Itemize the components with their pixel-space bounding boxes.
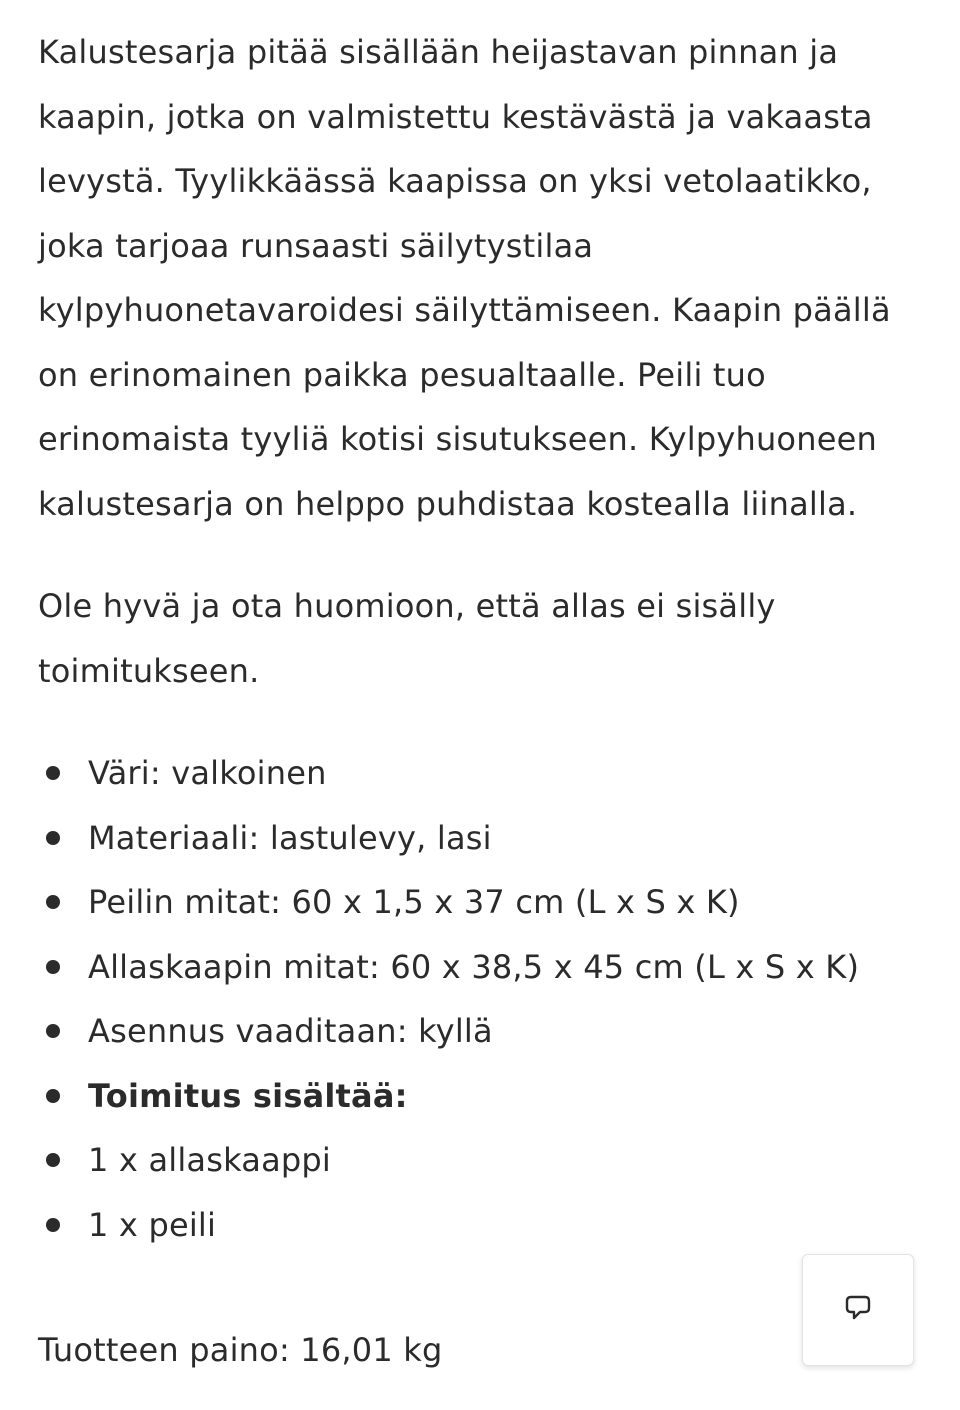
- bullet-icon: [46, 960, 60, 974]
- bullet-icon: [46, 766, 60, 780]
- bullet-icon: [46, 1218, 60, 1232]
- spec-item-mirror-dimensions: Peilin mitat: 60 x 1,5 x 37 cm (L x S x K): [38, 870, 928, 935]
- spec-item-delivery-includes: Toimitus sisältää:: [38, 1064, 928, 1129]
- bullet-icon: [46, 1153, 60, 1167]
- product-description: [38, 20, 928, 1257]
- spec-item-assembly: Asennus vaaditaan: kyllä: [38, 999, 928, 1064]
- bullet-icon: [46, 895, 60, 909]
- spec-item-cabinet-dimensions: Allaskaapin mitat: 60 x 38,5 x 45 cm (L x S x K): [38, 935, 928, 1000]
- chat-bubble-icon: [843, 1293, 873, 1327]
- bullet-icon: [46, 1024, 60, 1038]
- spec-item-material: Materiaali: lastulevy, lasi: [38, 806, 928, 871]
- chat-button[interactable]: [802, 1254, 914, 1366]
- spec-item-color: Väri: valkoinen: [38, 741, 928, 806]
- bullet-icon: [46, 1089, 60, 1103]
- delivery-note-paragraph: Ole hyvä ja ota huomioon, että allas ei sisälly toimitukseen.: [38, 587, 776, 690]
- product-weight: Tuotteen paino: 16,01 kg: [38, 1331, 443, 1369]
- bullet-icon: [46, 831, 60, 845]
- spec-item-mirror: 1 x peili: [38, 1193, 928, 1258]
- spec-item-cabinet: 1 x allaskaappi: [38, 1128, 928, 1193]
- description-paragraph: Kalustesarja pitää sisällään heijastavan pinnan ja kaapin, jotka on valmistettu kestävästä ja vakaasta levystä. Tyylikkäässä kaapissa on yksi vetolaatikko, joka tarjoaa runsaasti säilytystilaa kylpyhuonetavaroidesi säilyttämiseen. Kaapin päällä on erinomainen paikka pesualtaalle. Peili tuo erinomaista tyyliä kotisi sisutukseen. Kylpyhuoneen kalustesarja on helppo puhdistaa kostealla liinalla.: [38, 33, 891, 523]
- spec-list: [38, 741, 928, 1257]
